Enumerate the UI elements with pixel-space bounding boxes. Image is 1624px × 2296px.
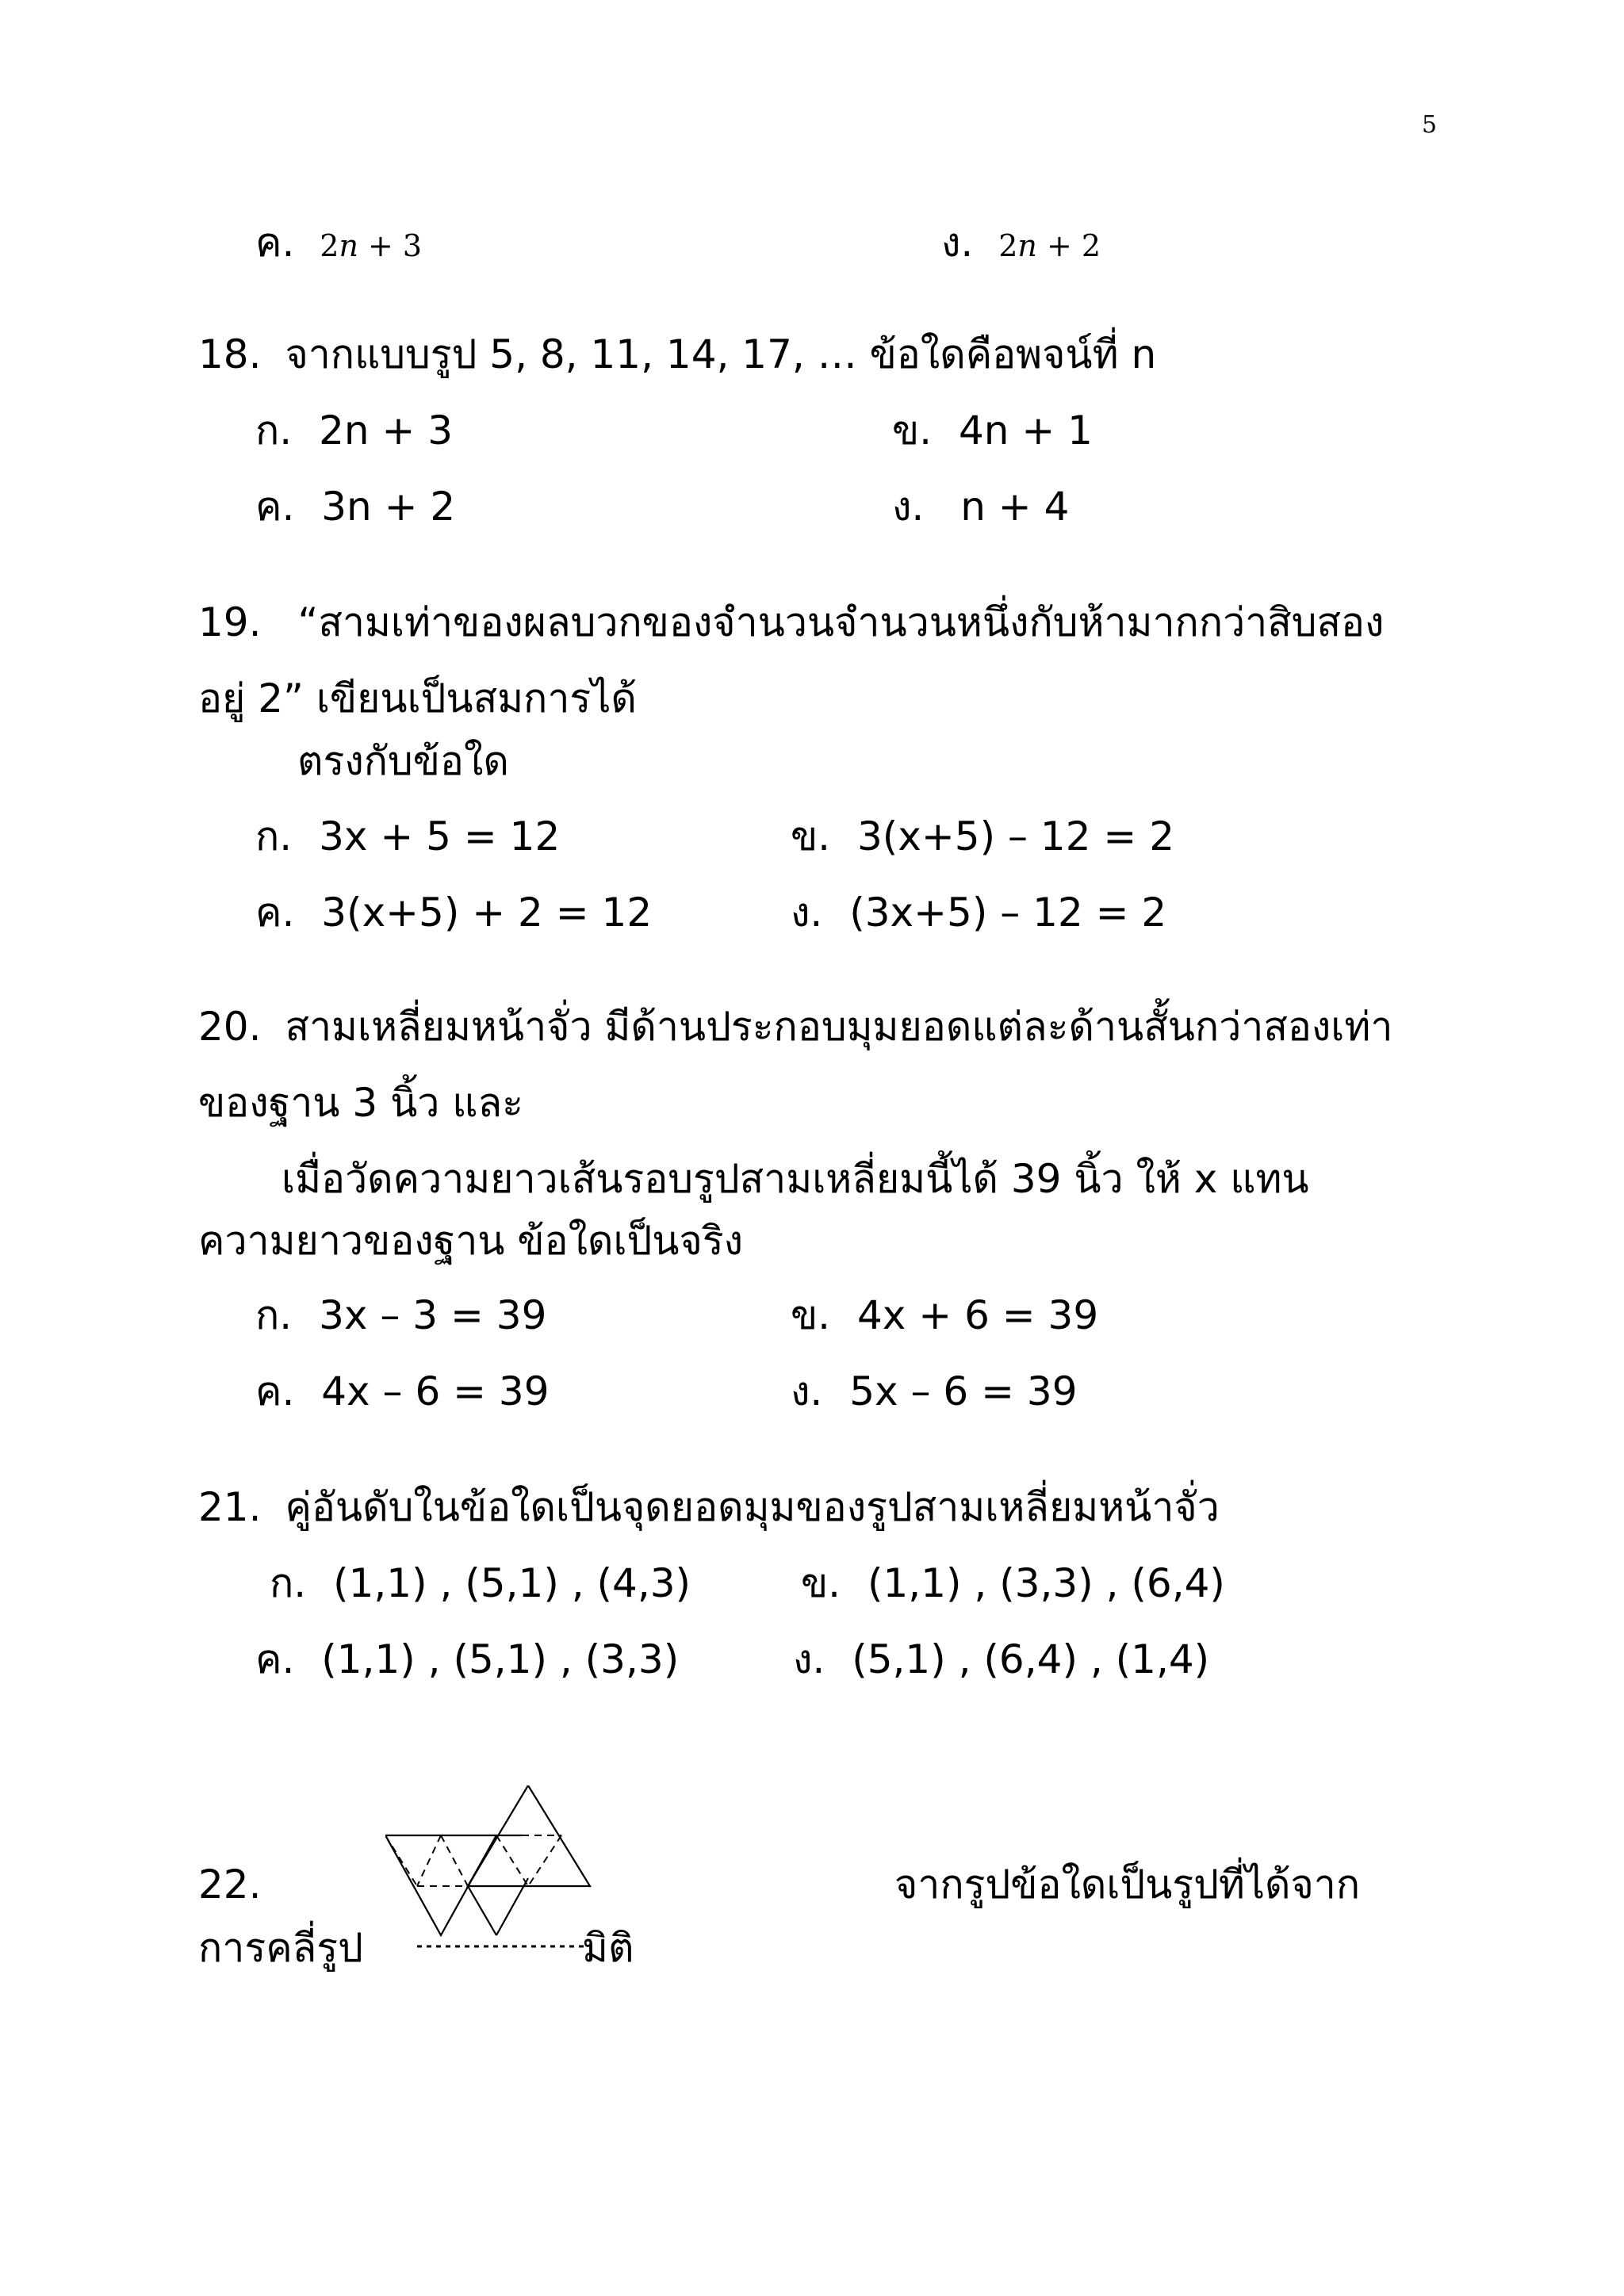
- option-label: ค.: [255, 484, 295, 530]
- question-text: “สามเท่าของผลบวกของจำนวนจำนวนหนึ่งกับห้ามากกว่าสิบสอง: [297, 599, 1385, 645]
- option-text: 5x – 6 = 39: [849, 1368, 1078, 1414]
- option-label: ง.: [892, 484, 925, 530]
- option-label: ก.: [270, 1560, 307, 1606]
- option-text: (1,1) , (3,3) , (6,4): [867, 1560, 1225, 1606]
- q22-text: จากรูปข้อใดเป็นรูปที่ได้จาก: [894, 1862, 1361, 1908]
- option-label: ข.: [791, 1292, 831, 1338]
- option-text: n + 4: [960, 484, 1070, 530]
- option-label: ง.: [941, 220, 974, 266]
- math-expression: 2n + 3: [320, 228, 423, 263]
- dashed-fold-3: [417, 1835, 441, 1886]
- q17-option-c: [255, 220, 423, 266]
- q21-option-a: [270, 1560, 691, 1606]
- question-number: 21.: [198, 1484, 262, 1530]
- option-text: 3x – 3 = 39: [319, 1292, 547, 1338]
- question-text: สามเหลี่ยมหน้าจั่ว มีด้านประกอบมุมยอดแต่ละด้านสั้นกว่าสองเท่า: [285, 1004, 1393, 1050]
- q21-stem: [198, 1484, 1220, 1530]
- option-text: 4n + 1: [958, 408, 1093, 453]
- q22-number: 22.: [198, 1862, 262, 1908]
- q18-option-c: [255, 484, 456, 530]
- option-text: 4x – 6 = 39: [321, 1368, 550, 1414]
- page-number: 5: [1422, 111, 1438, 139]
- q19-option-c: [255, 890, 653, 936]
- q18-stem: [198, 331, 1157, 377]
- q19-option-d: [791, 890, 1167, 936]
- question-text: คู่อันดับในข้อใดเป็นจุดยอดมุมของรูปสามเหลี่ยมหน้าจั่ว: [285, 1484, 1220, 1530]
- question-number: 20.: [198, 1004, 262, 1050]
- q19-option-b: [791, 813, 1175, 859]
- option-text: 2n + 3: [319, 408, 454, 453]
- q20-stem-line3: เมื่อวัดความยาวเส้นรอบรูปสามเหลี่ยมนี้ได้ 39 นิ้ว ให้ x แทน: [282, 1156, 1309, 1202]
- option-label: ก.: [255, 1292, 293, 1338]
- dashed-fold-4: [441, 1835, 468, 1886]
- option-text: 3n + 2: [321, 484, 456, 530]
- option-text: (1,1) , (5,1) , (4,3): [333, 1560, 691, 1606]
- option-label: ข.: [892, 408, 933, 453]
- option-text: (3x+5) – 12 = 2: [849, 890, 1167, 936]
- q18-option-a: [255, 408, 454, 453]
- option-label: ก.: [255, 408, 293, 453]
- q20-stem-line4: ความยาวของฐาน ข้อใดเป็นจริง: [198, 1218, 744, 1264]
- option-label: ก.: [255, 813, 293, 859]
- question-text: จากแบบรูป 5, 8, 11, 14, 17, … ข้อใดคือพจน์ที่ n: [285, 331, 1157, 377]
- q19-stem-line2: อยู่ 2” เขียนเป็นสมการได้: [198, 675, 637, 721]
- q20-option-d: [791, 1368, 1078, 1414]
- q21-option-b: [801, 1560, 1225, 1606]
- option-label: ง.: [793, 1636, 825, 1682]
- q20-option-b: [791, 1292, 1099, 1338]
- inner-slant-edge: [468, 1886, 496, 1935]
- option-label: ค.: [255, 220, 295, 266]
- q17-option-d: [941, 220, 1101, 266]
- option-text: 3(x+5) + 2 = 12: [321, 890, 653, 936]
- option-label: ค.: [255, 890, 295, 936]
- option-text: (5,1) , (6,4) , (1,4): [852, 1636, 1210, 1682]
- option-label: ค.: [255, 1368, 295, 1414]
- q18-option-b: [892, 408, 1093, 453]
- math-expression: 2n + 2: [998, 228, 1101, 263]
- q22-line2-end: มิติ: [582, 1925, 634, 1971]
- option-text: 3x + 5 = 12: [319, 813, 561, 859]
- option-label: ง.: [791, 890, 823, 936]
- q18-option-d: [892, 484, 1070, 530]
- q20-option-a: [255, 1292, 547, 1338]
- q20-option-c: [255, 1368, 550, 1414]
- option-label: ข.: [791, 813, 831, 859]
- question-number: 18.: [198, 331, 262, 377]
- dashed-fold-7: [528, 1835, 561, 1886]
- option-text: 4x + 6 = 39: [856, 1292, 1099, 1338]
- q19-stem-line3: ตรงกับข้อใด: [297, 738, 509, 784]
- option-label: ค.: [255, 1636, 295, 1682]
- option-label: ข.: [801, 1560, 841, 1606]
- q19-stem-line1: [198, 599, 1385, 645]
- q20-stem-line2: ของฐาน 3 นิ้ว และ: [198, 1080, 523, 1126]
- q20-stem-line1: [198, 1004, 1393, 1050]
- dashed-fold-5: [496, 1835, 528, 1886]
- tetrahedron-net-figure: [385, 1785, 599, 1952]
- inner-edge: [468, 1835, 496, 1886]
- question-number: 19.: [198, 599, 262, 645]
- q21-option-c: [255, 1636, 680, 1682]
- option-label: ง.: [791, 1368, 823, 1414]
- q21-option-d: [793, 1636, 1210, 1682]
- option-text: (1,1) , (5,1) , (3,3): [321, 1636, 680, 1682]
- option-text: 3(x+5) – 12 = 2: [856, 813, 1175, 859]
- q19-option-a: [255, 813, 561, 859]
- q22-line2-start: การคลี่รูป: [198, 1925, 363, 1971]
